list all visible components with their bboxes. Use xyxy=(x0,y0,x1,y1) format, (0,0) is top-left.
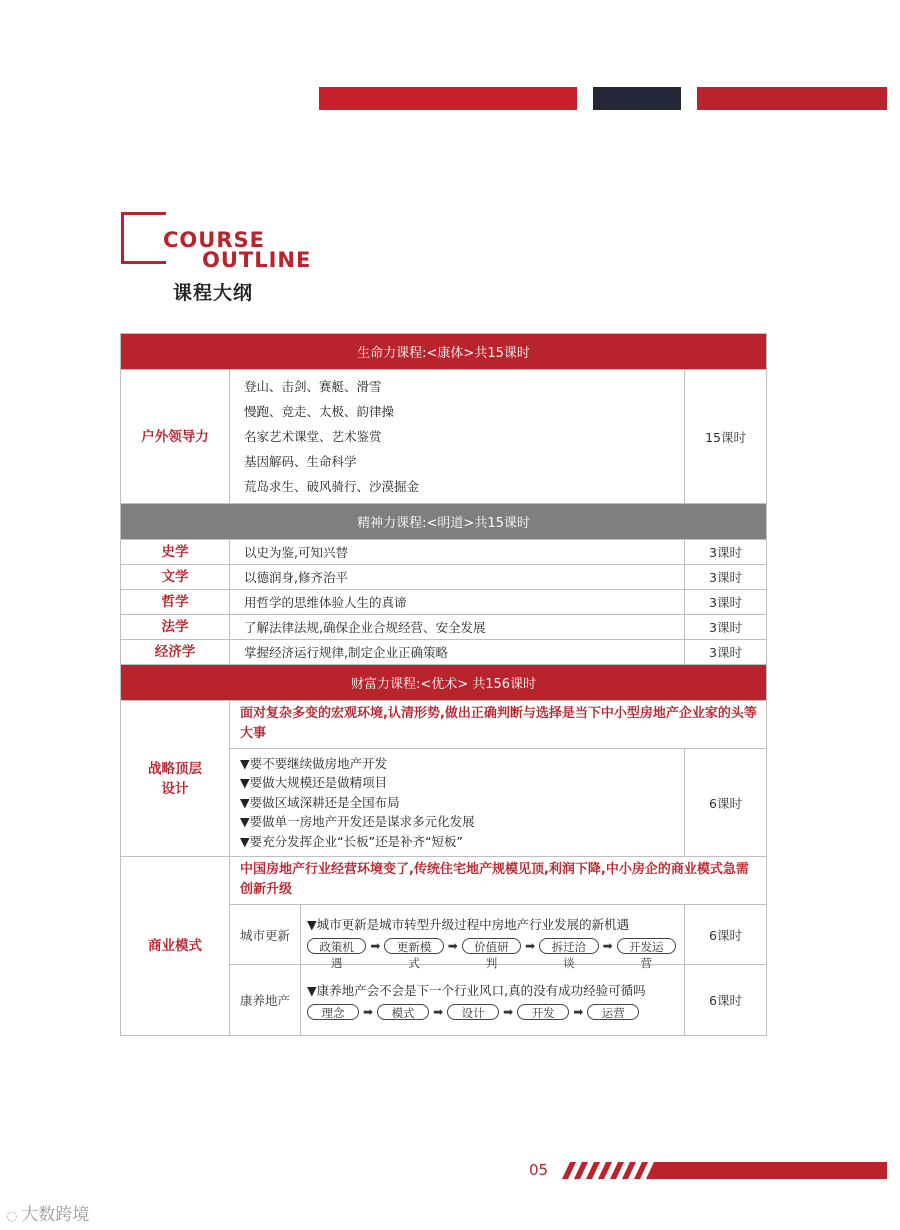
list-item: 基因解码、生命科学 xyxy=(244,454,357,469)
bullet-item: ▼要充分发挥企业“长板”还是补齐“短板” xyxy=(240,833,464,849)
flow-step: 开发 xyxy=(517,1004,569,1020)
diagonal-stripes-decoration xyxy=(562,1162,662,1179)
section-header-spirit: 精神力课程:<明道>共15课时 xyxy=(121,504,767,540)
arrow-right-icon: ➡ xyxy=(433,1004,444,1019)
business-intro: 中国房地产行业经营环境变了,传统住宅地产规模见顶,利润下降,中小房企的商业模式急需创新升级 xyxy=(230,857,767,905)
table-row xyxy=(121,565,767,590)
category-cell: 文学 xyxy=(121,565,230,590)
category-business-model: 商业模式 xyxy=(121,857,230,1036)
arrow-right-icon: ➡ xyxy=(602,939,613,953)
table-row xyxy=(121,615,767,640)
category-outdoor-leadership: 户外领导力 xyxy=(121,370,230,504)
arrow-right-icon: ➡ xyxy=(503,1004,514,1019)
watermark xyxy=(6,1200,89,1225)
urban-flow-cell xyxy=(301,905,685,970)
hours-cell: 6课时 xyxy=(685,965,767,1036)
list-item: 名家艺术课堂、艺术鉴赏 xyxy=(244,429,382,444)
top-red-bar-left xyxy=(319,87,577,110)
flow-step: 设计 xyxy=(447,1004,499,1020)
course-outline-table xyxy=(120,333,767,1036)
arrow-right-icon: ➡ xyxy=(370,939,381,953)
arrow-right-icon: ➡ xyxy=(363,1004,374,1019)
arrow-right-icon: ➡ xyxy=(447,939,458,953)
category-cell: 经济学 xyxy=(121,640,230,665)
category-line: 战略顶层 xyxy=(148,760,202,777)
flow-step: 模式 xyxy=(377,1004,429,1020)
hours-cell: 15课时 xyxy=(685,370,767,504)
title-en-line1: COURSE xyxy=(163,228,265,252)
vitality-items xyxy=(230,370,685,504)
desc-cell: 以德润身,修齐治平 xyxy=(230,565,685,590)
urban-flow xyxy=(307,938,676,970)
list-item: 荒岛求生、破风骑行、沙漠掘金 xyxy=(244,479,420,494)
title-en-line2: OUTLINE xyxy=(202,248,312,272)
category-line: 设计 xyxy=(161,780,189,797)
health-flow xyxy=(307,1004,676,1020)
flow-step: 政策机遇 xyxy=(307,938,366,954)
desc-cell: 以史为鉴,可知兴替 xyxy=(230,540,685,565)
hours-cell: 3课时 xyxy=(685,565,767,590)
section-header-vitality: 生命力课程:<康体>共15课时 xyxy=(121,334,767,370)
bullet-item: ▼要不要继续做房地产开发 xyxy=(240,755,388,771)
urban-title: ▼城市更新是城市转型升级过程中房地产行业发展的新机遇 xyxy=(307,917,630,932)
category-cell: 法学 xyxy=(121,615,230,640)
table-row xyxy=(121,590,767,615)
page-number: 05 xyxy=(529,1161,549,1179)
sub-label-health-realestate: 康养地产 xyxy=(230,965,301,1036)
desc-cell: 掌握经济运行规律,制定企业正确策略 xyxy=(230,640,685,665)
health-title: ▼康养地产会不会是下一个行业风口,真的没有成功经验可循吗 xyxy=(307,982,646,998)
hours-cell: 3课时 xyxy=(685,540,767,565)
flow-step: 拆迁洽谈 xyxy=(539,938,598,954)
arrow-right-icon: ➡ xyxy=(525,939,536,953)
flow-step: 更新模式 xyxy=(384,938,443,954)
hours-cell: 3课时 xyxy=(685,640,767,665)
flow-step: 价值研判 xyxy=(462,938,521,954)
footer-red-bar xyxy=(660,1162,887,1179)
desc-cell: 用哲学的思维体验人生的真谛 xyxy=(230,590,685,615)
section-header-wealth: 财富力课程:<优术> 共156课时 xyxy=(121,665,767,701)
sub-label-urban-renewal: 城市更新 xyxy=(230,905,301,965)
arrow-right-icon: ➡ xyxy=(573,1004,584,1019)
category-cell: 史学 xyxy=(121,540,230,565)
bullet-item: ▼要做区域深耕还是全国布局 xyxy=(240,794,400,810)
title-bracket-decoration xyxy=(121,212,166,264)
watermark-logo-icon: ◌ xyxy=(6,1209,18,1224)
flow-step: 理念 xyxy=(307,1004,359,1020)
hours-cell: 6课时 xyxy=(685,905,767,965)
strategy-intro: 面对复杂多变的宏观环境,认清形势,做出正确判断与选择是当下中小型房地产企业家的头等大事 xyxy=(230,701,767,749)
category-strategy xyxy=(121,701,230,857)
hours-cell: 3课时 xyxy=(685,615,767,640)
watermark-text: 大数跨境 xyxy=(21,1205,90,1225)
top-red-bar-right xyxy=(697,87,887,110)
title-cn: 课程大纲 xyxy=(173,282,254,304)
bullet-item: ▼要做大规模还是做精项目 xyxy=(240,775,388,791)
flow-step: 运营 xyxy=(587,1004,639,1020)
hours-cell: 3课时 xyxy=(685,590,767,615)
strategy-bullets xyxy=(230,749,685,857)
health-flow-cell xyxy=(301,965,685,1036)
table-row xyxy=(121,540,767,565)
table-row xyxy=(121,640,767,665)
list-item: 登山、击剑、赛艇、滑雪 xyxy=(244,379,382,394)
category-cell: 哲学 xyxy=(121,590,230,615)
list-item: 慢跑、竞走、太极、韵律操 xyxy=(244,404,395,419)
flow-step: 开发运营 xyxy=(617,938,676,954)
bullet-item: ▼要做单一房地产开发还是谋求多元化发展 xyxy=(240,814,475,830)
desc-cell: 了解法律法规,确保企业合规经营、安全发展 xyxy=(230,615,685,640)
hours-cell: 6课时 xyxy=(685,749,767,857)
top-navy-bar xyxy=(593,87,681,110)
